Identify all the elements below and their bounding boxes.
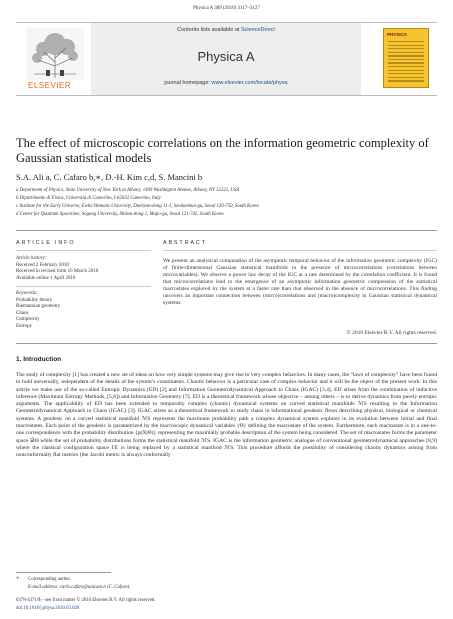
keywords-divider: [16, 286, 151, 287]
history-revised: Received in revised form 16 March 2010: [16, 269, 99, 274]
affiliation-a: a Department of Physics, State University of New York at Albany, 1400 Washington Avenue, Albany, NY 12222, USA: [16, 188, 240, 193]
article-info-heading: ARTICLE INFO: [16, 240, 76, 246]
footnote-mark: ∗: [16, 576, 20, 581]
homepage-prefix: journal homepage:: [164, 80, 212, 86]
introduction-heading: 1. Introduction: [16, 356, 62, 363]
publisher-logo-text: ELSEVIER: [28, 81, 72, 90]
doi-link[interactable]: doi:10.1016/j.physa.2010.03.028: [16, 606, 80, 611]
keywords-label: Keywords:: [16, 291, 38, 296]
article-history: [16, 256, 151, 282]
journal-cover-thumbnail: [383, 28, 429, 88]
history-online: Available online 1 April 2010: [16, 275, 76, 281]
sciencedirect-link[interactable]: ScienceDirect: [240, 27, 275, 33]
header-divider: [16, 230, 437, 231]
contents-prefix: Contents lists available at: [177, 27, 241, 33]
keyword-item: Chaos: [16, 310, 29, 316]
cover-text-lines: [388, 41, 424, 84]
keyword-item: Complexity: [16, 317, 40, 322]
homepage-link[interactable]: www.elsevier.com/locate/physa: [211, 80, 288, 86]
journal-citation: Physica A 389 (2010) 3117–3127: [193, 6, 260, 11]
cover-title: PHYSICA: [387, 32, 408, 37]
affiliation-d: d Center for Quantum Spacetime, Sogang University, Shinsu-dong 1, Mapo-gu, Seoul 121-742, South Korea: [16, 212, 224, 217]
abstract-heading: ABSTRACT: [163, 240, 207, 246]
history-label: Article history:: [16, 256, 47, 261]
elsevier-tree-logo-icon: [26, 28, 84, 80]
history-received: Received 2 February 2010: [16, 262, 69, 268]
corresponding-author-note: Corresponding author.: [28, 577, 71, 582]
introduction-paragraph: The study of complexity [1] has created a new set of ideas on how very simple systems may give rise to very complex behaviors. In many cases, the “laws of complexity” have been found to hold universally, independent of the details of the system’s constituents. Chaotic behavior is a particular case of complex behavior and it will be the object of the present work. In this article we make use of the so-called Entropic Dynamics (ED) [2] and Information Geometrodynamical Approach to Chaos (IGAC) [3,4]. ED arises from the combination of inductive inference (Maximum Entropy Methods, [5,6]) and Information Geometry [7]. ED is a theoretical framework whose objective – among others – is to derive dynamics from purely entropic arguments. The applicability of ED has been extended to temporally complex (chaotic) dynamical systems on curved statistical manifolds ℳS resulting in the Information Geometrodynamical Approach to Chaos (IGAC) [3]. IGAC arises as a theoretical framework to study chaos in informational geodesic flows describing physical, biological or chemical systems. A geodesic on a curved statistical manifold ℳS represents the maximum probability path a complex dynamical system explores in its evolution between initial and final macrostates. Each point of the geodesic is parametrized by the macroscopic dynamical variables {Θ} defining the macrostate of the system. Furthermore, each macrostate is in a one-to-one correspondence with the probability distribution {p(X|Θ)} representing the maximally probable description of the system being considered. The set of macrostates forms the parameter space 𝒟Θ while the set of probability distributions forms the statistical manifold ℳS. IGAC is the information geometric analogue of conventional geometrodynamical approaches [8,9] where the classical configuration space ΓE is being replaced by a statistical manifold ℳS. This procedure affords the possibility of considering chaotic dynamics arising from nonconformally flat metrics (the Jacobi metric is always conformally: [16, 372, 437, 459]
keyword-item: Riemannian geometry: [16, 304, 61, 309]
masthead-center: [91, 23, 361, 95]
article-info-divider: [16, 250, 151, 251]
abstract-bottom-divider: [16, 343, 437, 344]
author-list: S.A. Ali a, C. Cafaro b,∗, D.-H. Kim c,d, S. Mancini b: [16, 172, 203, 182]
issn-line: 0378-4371/$ – see front matter © 2010 Elsevier B.V. All rights reserved.: [16, 598, 156, 603]
affiliation-c: c Institute for the Early Universe, Ewha Womans University, Daehyun-dong 11-1, Seodaemun-gu, Seoul 120-750, South Korea: [16, 204, 259, 209]
abstract-text: We present an analytical computation of the asymptotic temporal behavior of the information geometric complexity (IGC) of finite-dimensional Gaussian statistical manifolds in the presence of microcorrelations (correlations between microvariables). We observe a power law decay of the IGC at a rate determined by the correlation coefficient. It is found that microcorrelations lead to the emergence of an asymptotic information geometric compression of the statistical macrostates explored by the system at a faster rate than that observed in the absence of microcorrelations. This finding uncovers an important connection between (micro)correlations and (macro)complexity in Gaussian statistical dynamical systems.: [163, 258, 437, 306]
journal-masthead: [16, 22, 437, 96]
email-note[interactable]: E-mail address: carlo.cafaro@unicam.it (C. Cafaro).: [28, 585, 131, 590]
paper-title: The effect of microscopic correlations on the information geometric complexity of Gaussian statistical models: [16, 136, 429, 165]
journal-name: Physica A: [197, 49, 255, 64]
keyword-item: Probability theory: [16, 297, 53, 303]
copyright-notice: © 2010 Elsevier B.V. All rights reserved.: [346, 330, 437, 336]
abstract-divider: [163, 250, 437, 251]
footnote-divider: [16, 572, 111, 573]
affiliation-b: b Dipartimento di Fisica, Università di Camerino, I-62032 Camerino, Italy: [16, 196, 161, 201]
keywords: [16, 291, 151, 330]
journal-homepage: [91, 80, 361, 86]
contents-availability: [91, 27, 361, 33]
keyword-item: Entropy: [16, 323, 33, 329]
